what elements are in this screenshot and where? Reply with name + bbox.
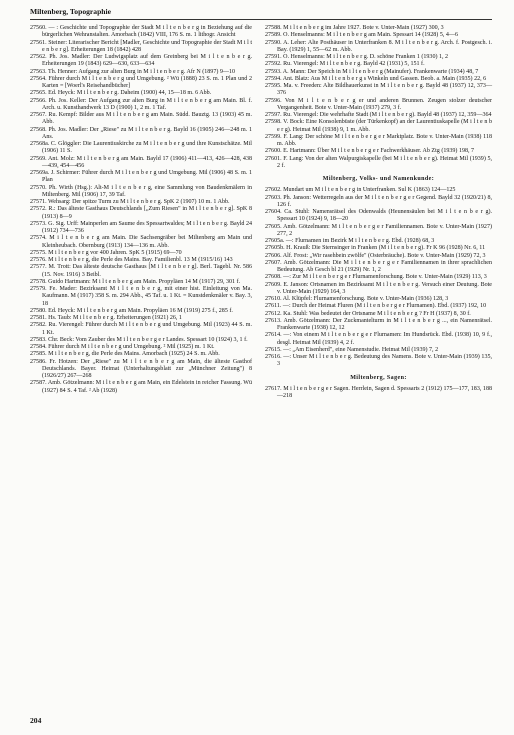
bibliography-entry: 27568. Ph. Jos. Madler: Der „Riese" zu M i l t e n b e r g. Bayld 16 (1905) 246—248 m. 1 Ans. [30, 126, 252, 140]
bibliography-entry: 27562. Ph. Jos. Madler: Der Ludwigsplatz auf dem Greinberg bei M i l t e n b e r g. Erheiterungen 19 (1843) 629—630, 633—634 [30, 54, 252, 68]
bibliography-entry: 27587. Amb. Götzelmann: M i l t e n b e r g am Main, ein Edelstein in reicher Fassung. Wü (1927) 84 S. 4 Taf. ² Ab (1928) [30, 380, 252, 394]
bibliography-entry: 27602. Mundart um M i l t e n b e r g in Unterfranken. Sul K (1863) 124—125 [265, 187, 456, 194]
right-entries-topographie [265, 25, 492, 170]
bibliography-entry: 27571. Wehsarg: Der spitze Turm zu M i l t e n b e r g. SpK 2 (1907) 10 m. 1 Abb. [30, 199, 230, 205]
bibliography-entry: 27578. Guido Hartmann: M i l t e n b e r g am Main. Propyläen 14 M (1917) 29, 301 f. [30, 278, 241, 285]
bibliography-entry: 27575. M i l t e n b e r g vor 400 Jahren. SpK 5 (1915) 69—70 [30, 249, 182, 256]
bibliography-entry: 27582. Ru. Vierengel: Führer durch M i l t e n b e r g und Umgebung. Mil (1923) 44 S. m. 1 Kt. [30, 322, 252, 336]
bibliography-entry: 27584. Führer durch M i l t e n b e r g und Umgebung. ² Mil (1925) m. 1 Kt. [30, 344, 215, 350]
bibliography-entry: 27605b. H. Krauß: Die Sternsinger in Franken (M i l t e n b e r g). Fr K 96 (1928) Nr. 6, 11 [265, 245, 486, 252]
running-head: Miltenberg, Topographie [30, 7, 112, 16]
bibliography-entry: 27580. Ed. Heyck: M i l t e n b e r g am Main. Propyläen 16 M (1919) 275 f., 285 f. [30, 307, 233, 314]
left-column [30, 25, 252, 395]
bibliography-entry: 27605a. —: Flurnamen im Bezirk M i l t e n b e r g. Ebd. (1928) 68, 3 [265, 238, 435, 244]
bibliography-entry: 27613. Amb. Götzelmann: Der Zuckmantelturm in M i l t e n b e r g ..., ein Namenrätsel. Frankenwarte (1938) 12, 12 [265, 317, 492, 331]
bibliography-entry: 27616. —: Unser M i l t e n b e r g. Bedeutung des Namens. Bote v. Unter-Main (1939) 135, 3 [265, 354, 492, 368]
bibliography-entry: 27593. A. Mann: Der Speich in M i l t e n b e r g (Mainufer). Frankenwarte (1934) 48, 7 [265, 68, 479, 75]
bibliography-entry: 27569. Ant. Molz: M i l t e n b e r g am Main. Bayld 17 (1906) 411—413, 426—428, 438—439, 454—456 [30, 155, 252, 169]
bibliography-entry: 27595. Ma. v. Freeden: Alte Bildhauerkunst in M i l t e n b e r g. Bayld 48 (1937) 12, 373—376 [265, 83, 492, 97]
bibliography-entry: 27609. E. Janson: Ortsnamen im Bezirksamt M i l t e n b e r g. Versuch einer Deutung. Bote v. Unter-Main (1929) 164, 3 [265, 281, 492, 295]
bibliography-entry: 27590. A. Leher: Alte Posthäuser in Unterfranken 8. M i l t e n b e r g. Arch. f. Postgesch. i. Bay. (1929) 1, 55—62 m. Abb. [265, 39, 492, 53]
section-title-sagen: Miltenberg, Sagen: [350, 374, 407, 381]
section-title-volks-und-namenkunde: Miltenberg, Volks- und Namenkunde: [322, 176, 435, 182]
bibliography-entry: 27592. Ru. Vierengel: M i l t e n b e r g. Bayld 42 (1931) 5, 151 f. [265, 61, 425, 68]
right-entries-volks-und-namenkunde [265, 187, 492, 368]
bibliography-entry: 27615. —: „Am Eisenherd", eine Namenstudie. Heimat Mil (1939) 7, 2 [265, 346, 439, 353]
bibliography-entry: 27599. F. Lang: Der schöne M i l t e n b e r g e r Marktplatz. Bote v. Unter-Main (1938) 118 m. Abb. [265, 133, 492, 147]
bibliography-entry: 27589. O. Henselmanns: M i l t e n b e r g am Main. Spessart 14 (1928) 5, 4—6 [265, 32, 458, 39]
bibliography-entry: 27617. M i l t e n b e r g e r Sagen. Herrlein, Sagen d. Spessarts 2 (1912) 175—177, 183, 188—218 [265, 385, 492, 399]
bibliography-entry: 27572. R.: Das älteste Gasthaus Deutschlands [„Zum Riesen" in M i l t e n b e r g]. SpK 8 (1913) 8—9 [30, 206, 252, 220]
bibliography-entry: 27573. G. Sig. Urff: Mainperlen am Saume des Spessartwaldes; M i l t e n b e r g. Bayld 24 (1912) 734—736 [30, 220, 252, 234]
bibliography-entry: 27576. M i l t e n b e r g, die Perle des Mains. Bay. Familienbl. 13 M (1915/16) 143 [30, 257, 233, 263]
bibliography-entry: 27566. Ph. Jos. Keller: Der Aufgang zur alten Burg in M i l t e n b e r g am Main. Bl. f. Arch. u. Kunsthandwerk 13 D (1900) 1, 2 m. 1 Taf. [30, 97, 252, 111]
bibliography-entry: 27614. —: Von einem M i l t e n b e r g e r Flurnamen: Im Hundsrück. Ebd. (1938) 10, 9 f., desgl. Heimat Mil (1939) 4, 2 f. [265, 332, 492, 346]
bibliography-entry: 27607. Amb. Götzelmann: Die M i l t e n b e r g e r Familiennamen in ihrer sprachlichen Bedeutung. Ab Gesch bl 21 (1929) Nr. 1, 2 [265, 259, 492, 273]
page-number: 204 [30, 716, 42, 725]
bibliography-entry: 27568a. C. Glöggler: Die Laurentiuskirche zu M i l t e n b e r g und ihre Kunstschätze. Mil (1906) 11 S. [30, 141, 252, 155]
bibliography-entry: 27569a. J. Schirmer: Führer durch M i l t e n b e r g und Umgebung. Mil (1906) 48 S. m. 1 Plan [30, 170, 252, 184]
bibliography-entry: 27601. F. Lang: Von der alten Walpurgiskapelle (bei M i l t e n b e r g). Heimat Mil (1939) 5, 2 f. [265, 155, 492, 169]
bibliography-entry: 27583. Chr. Beck: Vom Zauber des M i l t e n b e r g e r Landes. Spessart 10 (1924) 3, 1 f. [30, 336, 248, 343]
bibliography-entry: 27612. Ka. Stuhl: Was bedeutet der Ortsname M i l t e n b e r g ? Fr H (1937) 8, 30 f. [265, 310, 471, 317]
header-rule [30, 19, 492, 20]
right-entries-sagen [265, 386, 492, 401]
bibliography-entry: 27611. —: Durch der Heimat Fluren (M i l t e n b e r g e r Flurnamen). Ebd. (1937) 192, 10 [265, 303, 487, 310]
bibliography-entry: 27604. Ca. Stuhl: Namensrätsel des Odenwalds (Heunensäulen bei M i l t e n b e r g). Spessart 10 (1924) 9, 18—20 [265, 209, 492, 223]
bibliography-entry: 27581. Hs. Taub: M i l t e n b e r g. Erheiterungen (1921) 26, 1 [30, 315, 182, 321]
bibliography-entry: 27561. Steiner: Literarischer Bericht [Madler, Geschichte und Topographie der Stadt M i l t e n b e r g]. Erheiterungen 18 (1842) 428 [30, 39, 252, 53]
bibliography-entry: 27598. V. Bock: Eine Konsolenbüste (der Türkenkopf) an der Laurentiuskapelle (M i l t e n b e r g). Heimat Mil (1938) 9, 1 m. Abb. [265, 119, 492, 133]
bibliography-entry: 27606. Alf. Frost: „Wir rasehbein zwölfe" (Osterbräuche). Bote v. Unter-Main (1929) 72, 3 [265, 252, 486, 259]
bibliography-entry: 27603. Ph. Janson: Wetterregeln aus der M i l t e n b e r g e r Gegend. Bayld 32 (1920/21) 8, 126 f. [265, 194, 492, 208]
bibliography-entry: 27564. Führer durch M i l t e n b e r g und Umgebung. ² Wü (1888) 23 S. m. 1 Plan und 2 Karten = [Woerl's Reisehandbücher] [30, 75, 252, 89]
bibliography-entry: 27605. Amb. Götzelmann: M i l t e n b e r g e r Familiennamen. Bote v. Unter-Main (1927) 277, 2 [265, 223, 492, 237]
bibliography-entry: 27577. M. Trott: Das älteste deutsche Gasthaus [M i l t e n b e r g]. Berl. Tagebl. Nr. 586 (15. Nov. 1916) 3 Beibl. [30, 264, 252, 278]
bibliography-entry: 27567. Ru. Kempf: Bilder aus M i l t e n b e r g am Main. Südd. Bauztg. 13 (1903) 45 m. Abb. [30, 112, 252, 126]
bibliography-entry: 27608. —: Zur M i l t e n b e r g e r Flurnamenforschung. Bote v. Unter-Main (1929) 113, 3 [265, 274, 487, 281]
bibliography-entry: 27586. Fr. Hotzen: Der „Riese" zu M i l t e n b e r g am Main, die älteste Gasthof Deutschlands. Bayer. Heimat (Unterhaltungsblatt zur „Münchner Zeitung") 8 (1926/27) 267—268 [30, 358, 252, 379]
bibliography-entry: 27579. Fe. Mader: Bezirksamt M i l t e n b e r g, mit einer hist. Einleitung von Ma. Kaufmann. M (1917) 358 S. m. 294 Abb., 45 Taf. u. 1 Kt. = Kunstdenkmäler v. Bay. 3, 18 [30, 286, 253, 307]
bibliography-entry: 27597. Ru. Vierengel: Die wehrhafte Stadt (M i l t e n b e r g). Bayld 48 (1937) 12, 359—364 [265, 112, 492, 118]
bibliography-entry: 27570. Ph. Wirth (Hsg.): Alt-M i l t e n b e r g, eine Sammlung von Baudenkmälern in Miltenberg. Mil (1906) 17, 39 Taf. [30, 184, 252, 198]
bibliography-entry: 27588. M i l t e n b e r g im Jahre 1927. Bote v. Unter-Main (1927) 300, 3 [265, 25, 444, 31]
bibliography-entry: 27596. Von M i l t e n b e r g er und anderen Brunnen. Zeugen stolzer deutscher Vergangenheit. Bote v. Unter-Main (1937) 279, 3 f. [265, 97, 492, 111]
bibliography-entry: 27574. M i l t e n b e r g am Main. Die Sachsengräber bei Miltenberg am Main und Kleinheubach. Obernburg (1913) 134—136 m. Abb. [30, 235, 252, 249]
bibliography-entry: 27591. O. Henselmanns: M i l t e n b e r g. D. schöne Franken 1 (1930) 1, 2 [265, 54, 449, 60]
bibliography-entry: 27560. — : Geschichte und Topographie der Stadt M i l t e n b e r g in Beziehung auf die bürgerlichen Wehranstalten. Amorbach (1842) VIII, 176 S. m. 1 lithogr. Ansicht [30, 25, 252, 39]
right-column [265, 25, 492, 400]
bibliography-entry: 27565. Ed. Heyck: M i l t e n b e r g. Daheim (1900) 44, 15—18 m. 6 Abb. [30, 90, 212, 97]
bibliography-entry: 27563. Th. Henner: Aufgang zur alten Burg in M i l t e n b e r g. Afr N (1897) 9—10 [30, 68, 235, 75]
bibliography-entry: 27585. M i l t e n b e r g, die Perle des Mains. Amorbach (1925) 24 S. m. Abb. [30, 351, 220, 358]
bibliography-entry: 27610. Al. Klüpfel: Flurnamenforschung. Bote v. Unter-Main (1936) 128, 3 [265, 296, 449, 302]
bibliography-entry: 27594. Ant. Blatz: Aus M i l t e n b e r g s Winkeln und Gassen. Beob. a. Main (1935) 22, 6 [265, 75, 487, 82]
bibliography-entry: 27600. E. Hartmann: Über M i l t e n b e r g e r Fachwerkhäuser. Ab Ztg (1939) 198, 7 [265, 148, 475, 155]
